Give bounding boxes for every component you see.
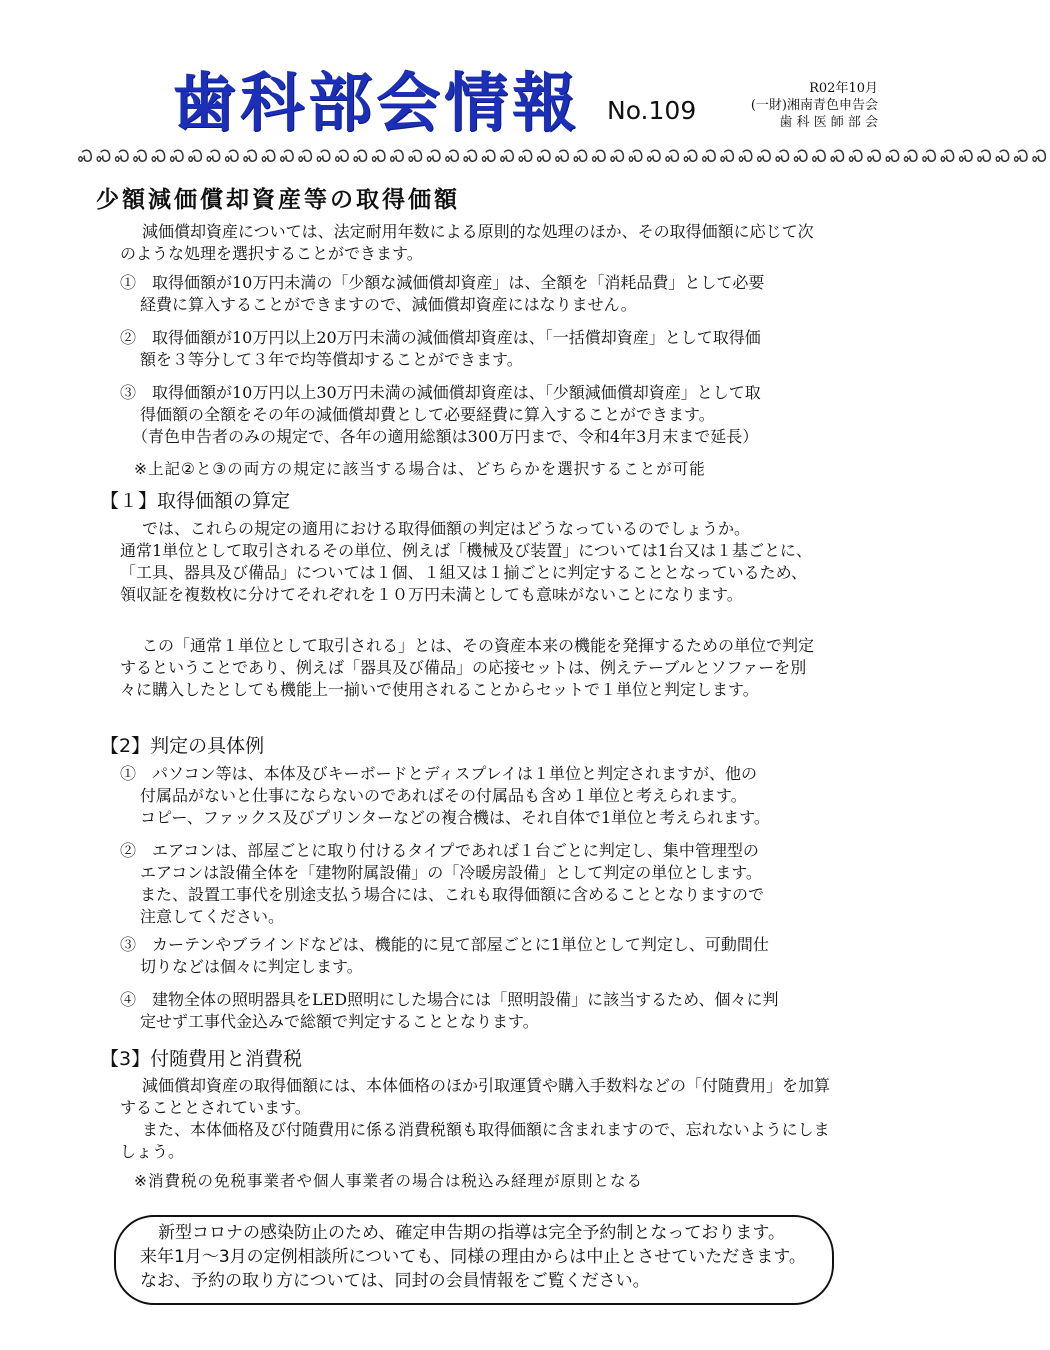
article-note: ※上記②と③の両方の規定に該当する場合は、どちらかを選択することが可能 <box>134 460 706 478</box>
section1-line: 「工具、器具及び備品」については１個、１組又は１揃ごとに判定することとなっているため、 <box>120 563 808 582</box>
section1-line: では、これらの規定の適用における取得価額の判定はどうなっているのでしょうか。 <box>142 519 751 538</box>
section-heading: 【2】判定の具体例 <box>100 735 265 757</box>
rule-item-line: （青色申告者のみの規定で、各年の適用総額は300万円まで、令和4年3月末まで延長） <box>132 427 759 446</box>
section1-line: 々に購入したとしても機能上一揃いで使用されることからセットで１単位と判定します。 <box>120 680 759 699</box>
example-line: 切りなどは個々に判定します。 <box>140 957 363 976</box>
section1-line: この「通常１単位として取引される」とは、その資産本来の機能を発揮するための単位で判定 <box>142 636 815 655</box>
example-line: ② エアコンは、部屋ごとに取り付けるタイプであれば１台ごとに判定し、集中管理型の <box>120 841 759 860</box>
rule-item-line: 得価額の全額をその年の減価償却費として必要経費に算入することができます。 <box>140 405 715 424</box>
example-line: 注意してください。 <box>140 907 285 926</box>
intro-line: 減価償却資産については、法定耐用年数による原則的な処理のほか、その取得価額に応じて次 <box>142 222 814 241</box>
section1-line: 領収証を複数枚に分けてそれぞれを１０万円未満としても意味がないことになります。 <box>120 585 743 604</box>
publisher-division: 歯 科 医 師 部 会 <box>779 115 878 130</box>
article-title: 少額減価償却資産等の取得価額 <box>96 187 460 213</box>
rule-item-line: ② 取得価額が10万円以上20万円未満の減価償却資産は、「一括償却資産」として取得価 <box>120 328 761 347</box>
example-line: ① パソコン等は、本体及びキーボードとディスプレイは１単位と判定されますが、他の <box>120 764 757 783</box>
masthead-title: 歯科部会情報 <box>172 67 580 141</box>
section3-line: 減価償却資産の取得価額には、本体価格のほか引取運賃や購入手数料などの「付随費用」を加算 <box>142 1076 831 1095</box>
decorative-border: ᏍᏍᏍᏍᏍᏍᏍᏍᏍᏍᏍᏍᏍᏍᏍᏍᏍᏍᏍᏍᏍᏍᏍᏍᏍᏍᏍᏍᏍᏍᏍᏍᏍᏍᏍᏍᏍᏍᏍᏍᏍᏍᏍᏍᏍᏍᏍᏍᏍᏍᏍᏍᏍ <box>78 147 1050 166</box>
section-heading: 【１】取得価額の算定 <box>100 490 291 512</box>
section-heading: 【3】付随費用と消費税 <box>100 1048 303 1070</box>
section1-line: 通常1単位として取引されるその単位、例えば「機械及び装置」については1台又は１基ごとに、 <box>120 541 813 560</box>
rule-item-line: ③ 取得価額が10万円以上30万円未満の減価償却資産は、「少額減価償却資産」として取 <box>120 383 761 402</box>
publisher-org: (一財)湘南青色申告会 <box>750 98 878 113</box>
section3-line: することとされています。 <box>120 1098 311 1117</box>
rule-item-line: ① 取得価額が10万円未満の「少額な減価償却資産」は、全額を「消耗品費」として必要 <box>120 273 765 292</box>
intro-line: のような処理を選択することができます。 <box>120 244 423 263</box>
section3-line: また、本体価格及び付随費用に係る消費税額も取得価額に含まれますので、忘れないようにしま <box>142 1120 830 1139</box>
notice-line: 新型コロナの感染防止のため、確定申告期の指導は完全予約制となっております。 <box>158 1223 785 1243</box>
masthead-publisher <box>751 80 878 131</box>
example-line: ③ カーテンやブラインドなどは、機能的に見て部屋ごとに1単位として判定し、可動間仕 <box>120 935 769 954</box>
rule-item-line: 額を３等分して３年で均等償却することができます。 <box>140 350 523 369</box>
example-line: また、設置工事代を別途支払う場合には、これも取得価額に含めることとなりますので <box>140 885 765 904</box>
issue-date: R02年10月 <box>809 81 878 96</box>
example-line: コピー、ファックス及びプリンターなどの複合機は、それ自体で1単位と考えられます。 <box>140 808 770 827</box>
section1-line: するということであり、例えば「器具及び備品」の応接セットは、例えテーブルとソファーを別 <box>120 658 807 677</box>
issue-number: No.109 <box>607 96 697 125</box>
notice-line: なお、予約の取り方については、同封の会員情報をご覧ください。 <box>140 1271 650 1291</box>
notice-line: 来年1月～3月の定例相談所についても、同様の理由からは中止とさせていただきます。 <box>140 1247 806 1267</box>
rule-item-line: 経費に算入することができますので、減価償却資産にはなりません。 <box>140 295 637 314</box>
example-line: 付属品がないと仕事にならないのであればその付属品も含め１単位と考えられます。 <box>140 786 747 805</box>
section3-note: ※消費税の免税事業者や個人事業者の場合は税込み経理が原則となる <box>134 1172 643 1190</box>
section3-line: しょう。 <box>120 1142 185 1161</box>
example-line: 定せず工事代金込みで総額で判定することとなります。 <box>140 1012 539 1031</box>
example-line: ④ 建物全体の照明器具をLED照明にした場合には「照明設備」に該当するため、個々に判 <box>120 990 779 1009</box>
example-line: エアコンは設備全体を「建物附属設備」の「冷暖房設備」として判定の単位とします。 <box>140 863 762 882</box>
